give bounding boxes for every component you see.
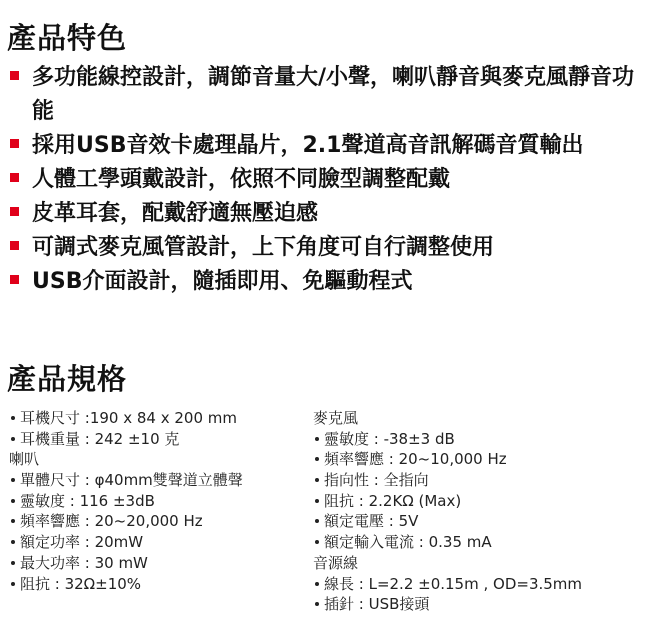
spec-speaker-item: 單體尺寸 : φ40mm雙聲道立體聲 [9,470,243,491]
feature-item [10,129,640,163]
specs-left-column [9,408,243,594]
features-title: 產品特色 [7,21,128,55]
spec-earphone-size: 耳機尺寸 :190 x 84 x 200 mm [9,408,243,429]
feature-item [10,61,640,129]
cable-heading: 音源線 [313,553,359,572]
spec-speaker-item: 額定功率 : 20mW [9,532,243,553]
spec-mic-item: 靈敏度 : -38±3 dB [313,429,582,450]
spec-mic-item: 頻率響應 : 20~10,000 Hz [313,449,582,470]
spec-cable-item: 插針 : USB接頭 [313,594,582,615]
feature-item [10,197,640,231]
red-square-bullet-icon [10,275,19,284]
red-square-bullet-icon [10,139,19,148]
spec-speaker-item: 頻率響應 : 20~20,000 Hz [9,511,243,532]
specs-title: 產品規格 [7,362,128,396]
spec-earphone-weight: 耳機重量 : 242 ±10 克 [9,429,243,450]
feature-text: 人體工學頭戴設計，依照不同臉型調整配戴 [32,167,451,192]
red-square-bullet-icon [10,207,19,216]
spec-mic-item: 阻抗 : 2.2KΩ (Max) [313,491,582,512]
feature-text: USB介面設計，隨插即用、免驅動程式 [32,269,413,294]
features-list [10,61,640,299]
spec-mic-item: 指向性 : 全指向 [313,470,582,491]
red-square-bullet-icon [10,71,19,80]
spec-mic-item: 額定輸入電流 : 0.35 mA [313,532,582,553]
mic-heading: 麥克風 [313,409,359,427]
spec-mic-item: 額定電壓 : 5V [313,511,582,532]
spec-cable-item: 線長 : L=2.2 ±0.15m , OD=3.5mm [313,574,582,595]
red-square-bullet-icon [10,241,19,250]
feature-item [10,265,640,299]
feature-item [10,163,640,197]
spec-speaker-item: 最大功率 : 30 mW [9,553,243,574]
red-square-bullet-icon [10,173,19,182]
feature-item [10,231,640,265]
speaker-heading: 喇叭 [9,450,40,469]
feature-text: 採用USB音效卡處理晶片，2.1聲道高音訊解碼音質輸出 [32,133,584,158]
spec-speaker-item: 靈敏度 : 116 ±3dB [9,491,243,512]
feature-text: 皮革耳套，配戴舒適無壓迫感 [32,201,319,226]
feature-text: 多功能線控設計，調節音量大/小聲，喇叭靜音與麥克風靜音功能 [32,65,635,124]
spec-speaker-item: 阻抗 : 32Ω±10% [9,574,243,595]
feature-text: 可調式麥克風管設計，上下角度可自行調整使用 [32,235,495,260]
specs-right-column [313,408,582,615]
